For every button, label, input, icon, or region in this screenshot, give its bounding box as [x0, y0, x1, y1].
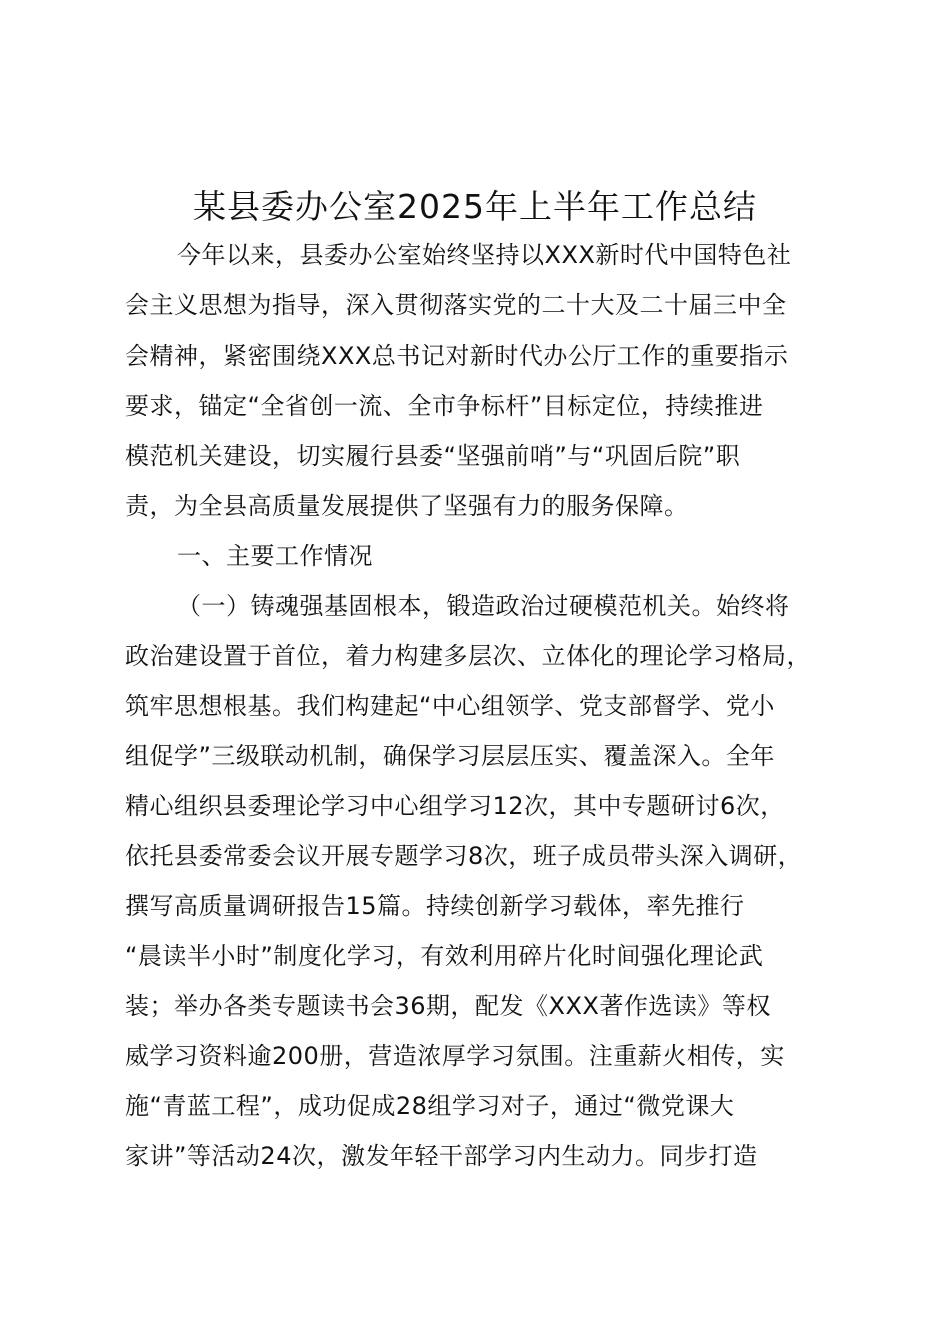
paragraph-line: 会主义思想为指导，深入贯彻落实党的二十大及二十届三中全 — [125, 291, 787, 319]
paragraph-line: 精心组织县委理论学习中心组学习12次，其中专题研讨6次， — [125, 792, 785, 820]
paragraph-line: 模范机关建设，切实履行县委“坚强前哨”与“巩固后院”职 — [125, 442, 741, 470]
paragraph-line: 责，为全县高质量发展提供了坚强有力的服务保障。 — [125, 492, 689, 520]
paragraph-line: 筑牢思想根基。我们构建起“中心组领学、党支部督学、党小 — [125, 692, 775, 720]
paragraph-line: 政治建设置于首位，着力构建多层次、立体化的理论学习格局， — [125, 642, 811, 670]
paragraph-line: 威学习资料逾200册，营造浓厚学习氛围。注重薪火相传，实 — [125, 1042, 785, 1070]
paragraph-line: 装；举办各类专题读书会36期，配发《XXX著作选读》等权 — [125, 992, 771, 1020]
paragraph-line: 撰写高质量调研报告15篇。持续创新学习载体，率先推行 — [125, 892, 745, 920]
paragraph-line: 会精神，紧密围绕XXX总书记对新时代办公厅工作的重要指示 — [125, 342, 789, 370]
paragraph-line: 今年以来，县委办公室始终坚持以XXX新时代中国特色社 — [177, 241, 792, 269]
paragraph-line: 家讲”等活动24次，激发年轻干部学习内生动力。同步打造 — [125, 1142, 758, 1170]
paragraph-line: “晨读半小时”制度化学习，有效利用碎片化时间强化理论武 — [125, 942, 764, 970]
paragraph-line: （一）铸魂强基固根本，锻造政治过硬模范机关。始终将 — [177, 592, 790, 620]
section-heading: 一、主要工作情况 — [177, 542, 373, 570]
paragraph-line: 要求，锚定“全省创一流、全市争标杆”目标定位，持续推进 — [125, 392, 764, 420]
paragraph-line: 施“青蓝工程”，成功促成28组学习对子，通过“微党课大 — [125, 1092, 735, 1120]
document-title: 某县委办公室2025年上半年工作总结 — [193, 187, 757, 226]
paragraph-line: 依托县委常委会议开展专题学习8次，班子成员带头深入调研， — [125, 842, 803, 870]
paragraph-line: 组促学”三级联动机制，确保学习层层压实、覆盖深入。全年 — [125, 742, 775, 770]
